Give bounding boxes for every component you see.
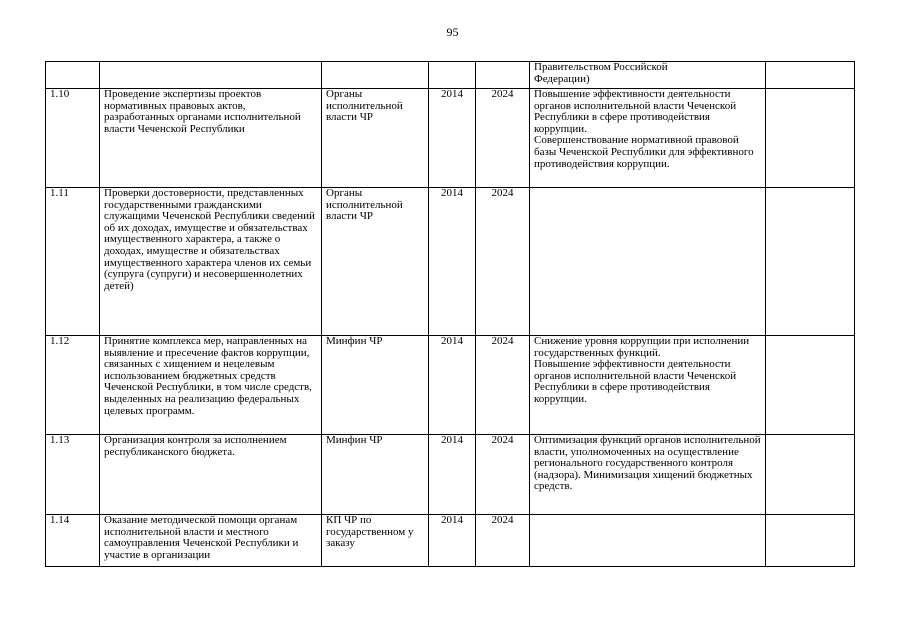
start-year-cell: 2014 <box>429 515 476 567</box>
table-row <box>46 515 855 567</box>
result-paragraph: Повышение эффективности деятельности органов исполнительной власти Чеченской Республики в сфере противодействия коррупции. <box>534 358 737 405</box>
end-year-cell <box>476 62 530 89</box>
expected-result-cell <box>530 62 766 89</box>
result-paragraph: Повышение эффективности деятельности органов исполнительной власти Чеченской Республики в сфере противодействия коррупции. <box>534 88 737 135</box>
start-year-cell: 2014 <box>429 188 476 336</box>
expected-result-cell <box>530 89 766 188</box>
note-cell <box>766 62 855 89</box>
end-year-cell: 2024 <box>476 515 530 567</box>
note-cell <box>766 89 855 188</box>
result-paragraph: Федерации) <box>534 72 590 85</box>
note-cell <box>766 435 855 515</box>
start-year-cell <box>429 62 476 89</box>
end-year-cell: 2024 <box>476 336 530 435</box>
action-cell: Принятие комплекса мер, направленных на выявление и пресечение фактов коррупции, связанных с хищением и нецелевым использованием бюджетных средств Чеченской Республики, в том числе средств, выделенных на реализацию федеральных целевых программ. <box>100 336 322 435</box>
action-cell: Оказание методической помощи органам исполнительной власти и местного самоуправления Чеченской Республики и участие в организации <box>100 515 322 567</box>
action-cell: Организация контроля за исполнением республиканского бюджета. <box>100 435 322 515</box>
item-number-cell: 1.10 <box>46 89 100 188</box>
executor-cell <box>322 62 429 89</box>
action-cell: Проверки достоверности, представленных государственными гражданскими служащими Чеченской Республики сведений об их доходах, имуществе и обязательствах имущественного характера, а также о доходах, имуществе и обязательствах имущественного характера членов их семьи (супруга (супруги) и несовершеннолетних детей) <box>100 188 322 336</box>
action-cell: Проведение экспертизы проектов нормативных правовых актов, разработанных органами исполнительной власти Чеченской Республики <box>100 89 322 188</box>
executor-cell: Минфин ЧР <box>322 336 429 435</box>
table-row <box>46 435 855 515</box>
expected-result-cell <box>530 435 766 515</box>
table-row <box>46 89 855 188</box>
action-cell <box>100 62 322 89</box>
table-row <box>46 62 855 89</box>
start-year-cell: 2014 <box>429 336 476 435</box>
end-year-cell: 2024 <box>476 89 530 188</box>
result-paragraph: Снижение уровня коррупции при исполнении государственных функций. <box>534 335 750 359</box>
item-number-cell <box>46 62 100 89</box>
executor-cell: Органы исполнительной власти ЧР <box>322 89 429 188</box>
end-year-cell: 2024 <box>476 188 530 336</box>
item-number-cell: 1.13 <box>46 435 100 515</box>
start-year-cell: 2014 <box>429 435 476 515</box>
result-paragraph: Оптимизация функций органов исполнительной власти, уполномоченных на осуществление регионального государственного контроля (надзора). Минимизация хищений бюджетных средств. <box>534 434 761 493</box>
table-row <box>46 188 855 336</box>
note-cell <box>766 188 855 336</box>
start-year-cell: 2014 <box>429 89 476 188</box>
item-number-cell: 1.11 <box>46 188 100 336</box>
note-cell <box>766 515 855 567</box>
result-paragraph: Совершенствование нормативной правовой базы Чеченской Республики для эффективного противодействия коррупции. <box>534 134 754 170</box>
note-cell <box>766 336 855 435</box>
executor-cell: Органы исполнительной власти ЧР <box>322 188 429 336</box>
item-number-cell: 1.14 <box>46 515 100 567</box>
expected-result-cell <box>530 515 766 567</box>
executor-cell: Минфин ЧР <box>322 435 429 515</box>
measures-table <box>45 61 855 567</box>
expected-result-cell <box>530 336 766 435</box>
table-row <box>46 336 855 435</box>
result-paragraph: Правительством Российской <box>534 61 668 73</box>
end-year-cell: 2024 <box>476 435 530 515</box>
page-number: 95 <box>446 25 459 39</box>
item-number-cell: 1.12 <box>46 336 100 435</box>
expected-result-cell <box>530 188 766 336</box>
executor-cell: КП ЧР по государственном у заказу <box>322 515 429 567</box>
